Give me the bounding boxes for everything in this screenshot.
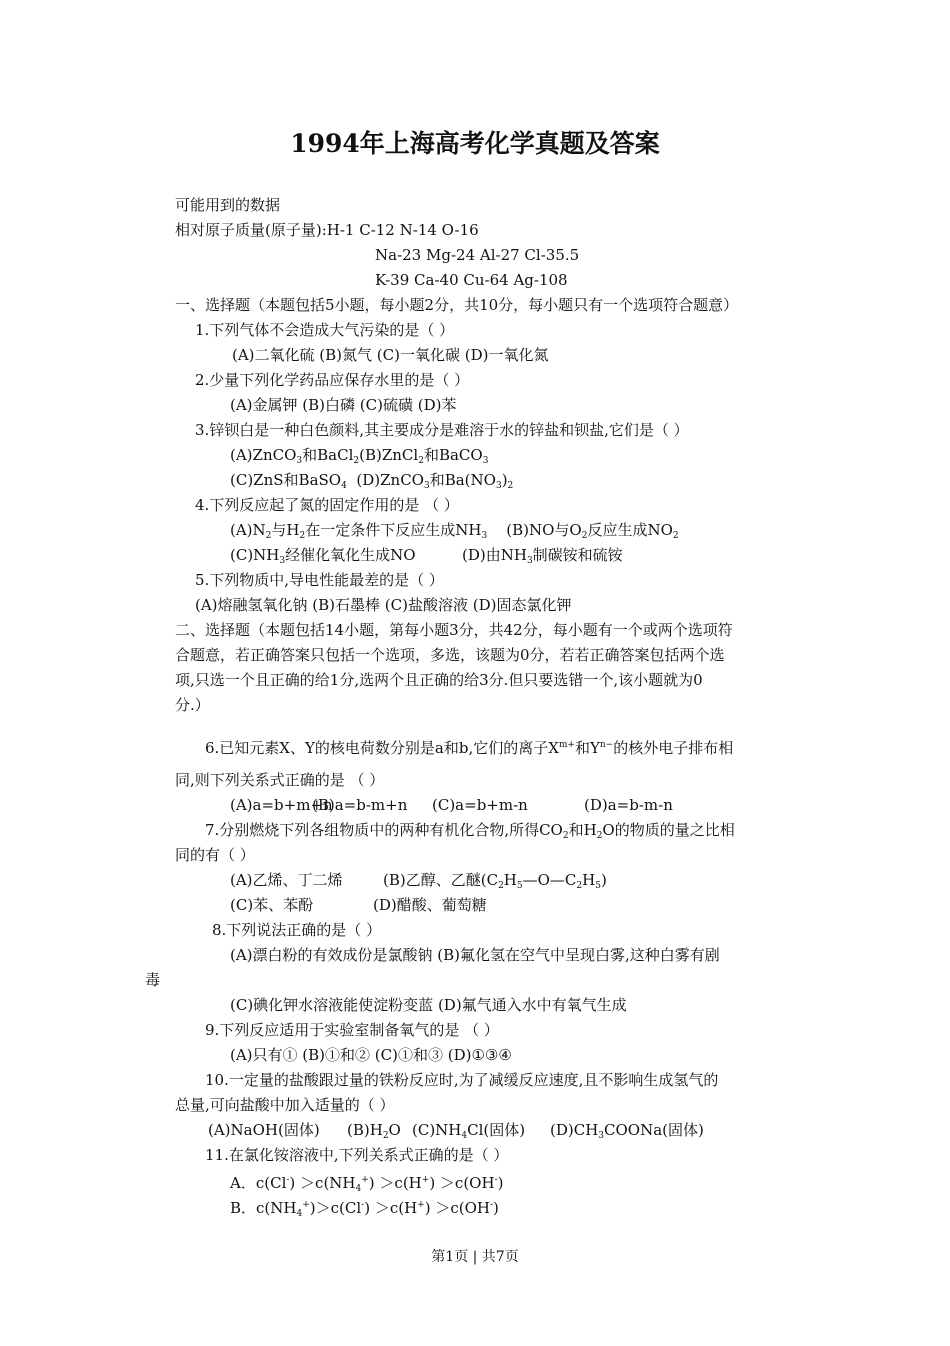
- atomic-masses-line-1: 相对原子质量(原子量):H-1 C-12 N-14 O-16: [175, 221, 479, 239]
- question-4-option-d: (D)由$NH_3$制碳铵和硫铵: [462, 546, 623, 566]
- question-7-option-a: (A)乙烯、丁二烯: [230, 871, 343, 889]
- question-10-option-b: $(B)H_2O$: [347, 1121, 401, 1141]
- question-7-option-c: (C)苯、苯酚: [230, 896, 314, 914]
- question-10-stem: 10.一定量的盐酸跟过量的铁粉反应时,为了减缓反应速度,且不影响生成氢气的: [205, 1071, 719, 1089]
- question-8-stem: 8.下列说法正确的是（ ）: [212, 921, 382, 939]
- question-7-option-b: (B)乙醇、乙醚$(C_2H_5—O—C_2H_5)$: [383, 871, 607, 891]
- question-11-option-b: B．$c(NH_4^+)>c(Cl^-) >c(H^+) >c(OH^-)$: [230, 1199, 499, 1219]
- question-7-option-d: (D)醋酸、葡萄糖: [373, 896, 487, 914]
- question-11-stem: 11.在氯化铵溶液中,下列关系式正确的是（ ）: [205, 1146, 509, 1164]
- question-8-options-cd: (C)碘化钾水溶液能使淀粉变蓝 (D)氟气通入水中有氧气生成: [230, 996, 627, 1014]
- question-2-stem: 2.少量下列化学药品应保存水里的是（ ）: [195, 371, 470, 389]
- question-1-stem: 1.下列气体不会造成大气污染的是（ ）: [195, 321, 455, 339]
- question-10-stem-cont: 总量,可向盐酸中加入适量的（ ）: [175, 1096, 395, 1114]
- section-2-header-line-4: 分.）: [175, 696, 210, 714]
- question-4-options-ab: $(A)N_2$与$H_2$在一定条件下反应生成$NH_3$ (B)NO与$O_2$反应生成$NO_2$: [230, 521, 679, 541]
- data-header: 可能用到的数据: [175, 196, 281, 214]
- question-4-stem: 4.下列反应起了氮的固定作用的是 （ ）: [195, 496, 459, 514]
- question-10-option-a: (A)NaOH(固体): [208, 1121, 320, 1139]
- question-5-stem: 5.下列物质中,导电性能最差的是（ ）: [195, 571, 444, 589]
- question-11-option-a: A．$c(Cl^-) >c(NH_4^+) >c(H^+) >c(OH^-)$: [230, 1174, 504, 1194]
- question-9-stem: 9.下列反应适用于实验室制备氧气的是 （ ）: [205, 1021, 499, 1039]
- question-6-option-a: (A)a=b+m+n: [230, 796, 333, 814]
- document-title: 1994年上海高考化学真题及答案: [290, 129, 660, 158]
- question-6-stem: 6.已知元素X、Y的核电荷数分别是a和b,它们的离子$X^{m+}$和$Y^{n-}$的核外电子排布相: [205, 739, 734, 757]
- question-8-options-ab: (A)漂白粉的有效成份是氯酸钠 (B)氟化氢在空气中呈现白雾,这种白雾有剧: [230, 946, 720, 964]
- question-3-options-ab: (A)ZnCO$_3$和BaCl$_2$(B)ZnCl$_2$和BaCO$_3$: [230, 446, 489, 466]
- section-2-header-line-3: 项,只选一个且正确的给1分,选两个且正确的给3分.但只要选错一个,该小题就为0: [175, 671, 703, 689]
- question-6-option-b: (B)a=b-m+n: [312, 796, 408, 814]
- question-10-option-c: $(C)NH_4Cl$(固体): [412, 1121, 526, 1141]
- question-7-stem-cont: 同的有（ ）: [175, 846, 255, 864]
- question-4-option-c: $(C)NH_3$经催化氧化生成NO: [230, 546, 416, 566]
- question-9-options: (A)只有① (B)①和② (C)①和③ (D)①③④: [230, 1046, 512, 1064]
- atomic-masses-line-2: Na-23 Mg-24 Al-27 Cl-35.5: [375, 246, 580, 264]
- atomic-masses-line-3: K-39 Ca-40 Cu-64 Ag-108: [375, 271, 568, 289]
- question-2-options: (A)金属钾 (B)白磷 (C)硫磺 (D)苯: [230, 396, 457, 414]
- page-footer: 第1页 | 共7页: [431, 1249, 519, 1265]
- question-3-options-cd: (C)ZnS和BaSO$_4$ (D)ZnCO$_3$和$Ba(NO_3)_2$: [230, 471, 514, 491]
- question-7-stem: 7.分别燃烧下列各组物质中的两种有机化合物,所得$CO_2$和$H_2O$的物质的量之比相: [205, 821, 735, 841]
- question-8-options-ab-cont: 毒: [145, 971, 161, 989]
- question-6-option-d: (D)a=b-m-n: [584, 796, 673, 814]
- section-2-header-line-2: 合题意，若正确答案只包括一个选项，多选，该题为0分，若若正确答案包括两个选: [175, 646, 725, 664]
- question-10-option-d: $(D)CH_3COONa$(固体): [550, 1121, 704, 1141]
- question-3-stem: 3.锌钡白是一种白色颜料,其主要成分是难溶于水的锌盐和钡盐,它们是（ ）: [195, 421, 689, 439]
- question-6-option-c: (C)a=b+m-n: [432, 796, 528, 814]
- question-5-options: (A)熔融氢氧化钠 (B)石墨棒 (C)盐酸溶液 (D)固态氯化钾: [195, 596, 572, 614]
- section-1-header: 一、选择题（本题包括5小题，每小题2分，共10分，每小题只有一个选项符合题意）: [175, 296, 739, 314]
- question-6-stem-cont: 同,则下列关系式正确的是 （ ）: [175, 771, 385, 789]
- section-2-header-line-1: 二、选择题（本题包括14小题，第每小题3分，共42分，每小题有一个或两个选项符: [175, 621, 733, 639]
- question-1-options: (A)二氧化硫 (B)氮气 (C)一氧化碳 (D)一氧化氮: [232, 346, 549, 364]
